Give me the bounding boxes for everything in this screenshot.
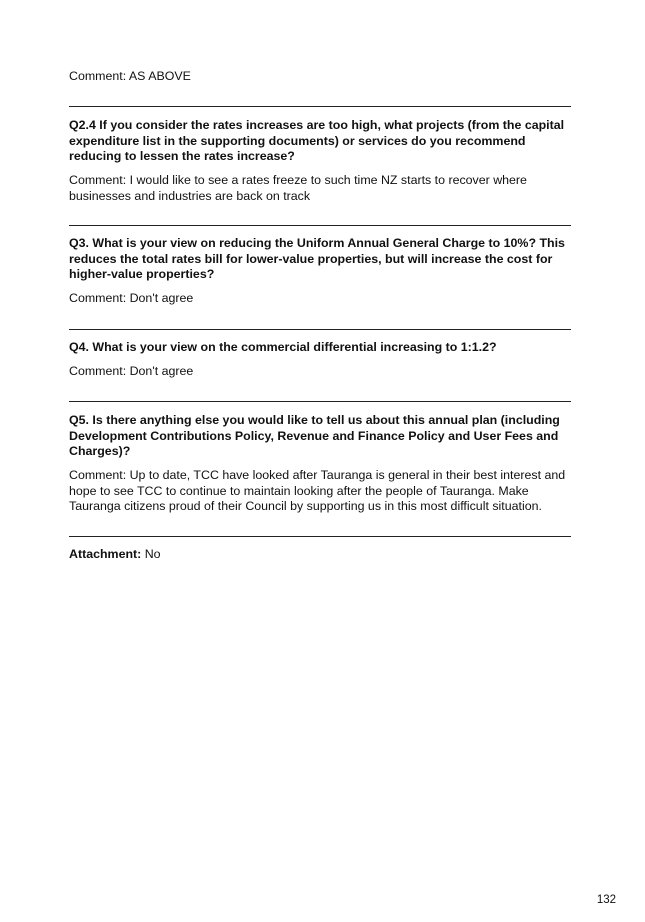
question-q3: Q3. What is your view on reducing the Uniform Annual General Charge to 10%? This reduces the total rates bill for lower-value properties, but will increase the cost for higher-value properties?	[69, 236, 565, 281]
divider	[69, 329, 571, 330]
comment-q2-4: Comment: I would like to see a rates freeze to such time NZ starts to recover where businesses and industries are back on track	[69, 173, 527, 203]
intro-comment: Comment: AS ABOVE	[69, 69, 191, 83]
attachment-value: No	[144, 547, 161, 561]
divider	[69, 536, 571, 537]
comment-q4: Comment: Don't agree	[69, 364, 194, 378]
attachment-line	[69, 547, 571, 563]
comment-q3: Comment: Don't agree	[69, 291, 194, 305]
question-q4: Q4. What is your view on the commercial differential increasing to 1:1.2?	[69, 340, 497, 354]
comment-q5: Comment: Up to date, TCC have looked after Tauranga is general in their best interest and hope to see TCC to continue to maintain looking after the people of Tauranga. Make Tauranga citizens proud of their Council by supporting us in this most difficult situation.	[69, 468, 566, 513]
question-q5: Q5. Is there anything else you would like to tell us about this annual plan (including Development Contributions Policy, Revenue and Finance Policy and User Fees and Charges)?	[69, 413, 560, 458]
page-number: 132	[596, 894, 616, 906]
divider	[69, 225, 571, 226]
divider	[69, 106, 571, 107]
divider	[69, 401, 571, 402]
attachment-label: Attachment:	[69, 547, 142, 561]
question-q2-4: Q2.4 If you consider the rates increases are too high, what projects (from the capital expenditure list in the supporting documents) or services do you recommend reducing to lessen the rates increase?	[69, 118, 565, 163]
